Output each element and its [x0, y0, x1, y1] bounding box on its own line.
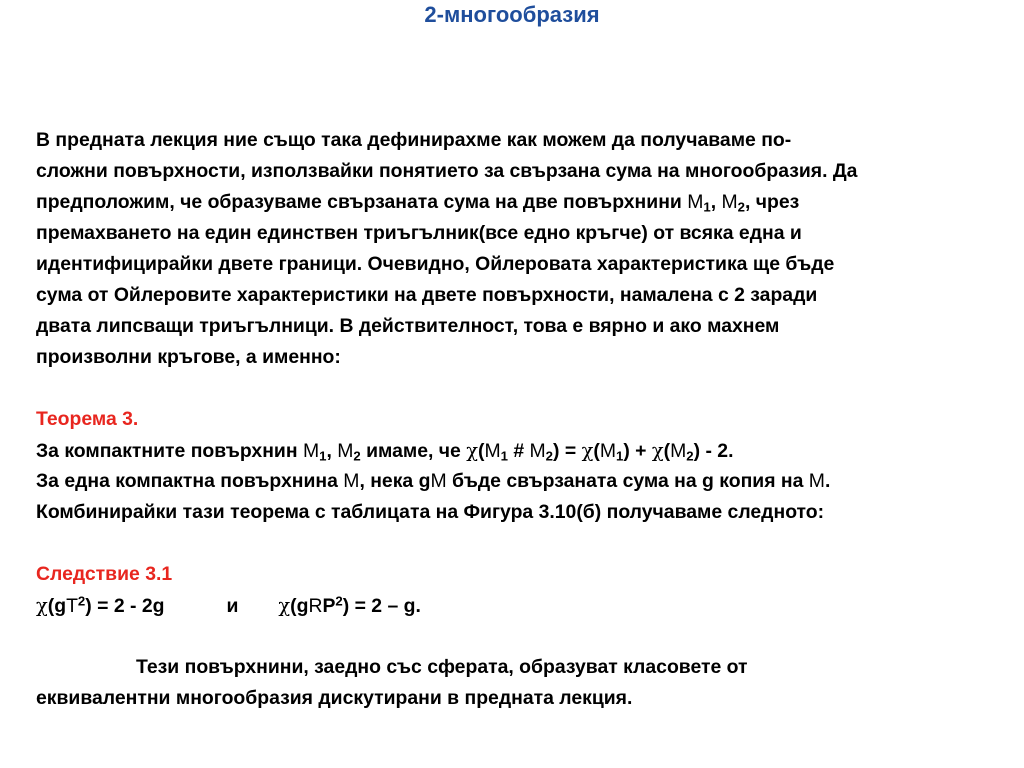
paragraph-line-7: двата липсващи триъгълници. В действителност, това е вярно и ако махнем [36, 315, 780, 337]
theorem-text: За компактните повърхнин [36, 440, 303, 462]
corollary-formula [36, 590, 996, 621]
math-text: ) [623, 440, 630, 462]
math-text: , [710, 191, 722, 213]
theorem-line-1 [36, 435, 996, 466]
formula-text: (g [290, 595, 309, 617]
chi-symbol: χ [466, 439, 478, 462]
math-subscript: 1 [319, 448, 327, 464]
formula-text: P [322, 595, 336, 617]
chi-symbol: χ [36, 594, 48, 617]
theorem-heading: Теорема 3. [36, 408, 139, 430]
chi-symbol: χ [581, 439, 594, 462]
theorem-line-2 [36, 466, 996, 497]
formula-text: (g [47, 595, 67, 617]
theorem-text: имаме, че [360, 440, 467, 462]
paragraph-line-2: сложни повърхности, използвайки понятието за свързана сума на многообразия. Да [36, 160, 858, 182]
formula-text: ) = 2 - 2g [85, 595, 165, 617]
math-text: ( [593, 440, 600, 462]
paragraph-line-5: идентифицирайки двете граници. Очевидно, Ойлеровата характеристика ще бъде [36, 253, 835, 275]
math-text: ) [693, 440, 701, 462]
math-symbol: T [66, 595, 78, 617]
closing-line-2: еквивалентни многообразия дискутирани в предната лекция. [36, 687, 633, 709]
math-text: + [629, 440, 652, 462]
formula-text: ) = 2 – g. [342, 595, 421, 617]
spacer [36, 621, 996, 652]
math-superscript: 2 [335, 593, 343, 609]
math-symbol: M [687, 191, 704, 213]
closing-text: Тези повърхнини, заедно със сферата, образуват класовете от [136, 656, 748, 678]
math-subscript: 2 [545, 448, 554, 464]
theorem-text: . [824, 470, 831, 492]
math-subscript: 2 [353, 448, 361, 464]
math-symbol: M [808, 470, 825, 492]
spacer [36, 528, 996, 559]
math-symbol: R [308, 595, 323, 617]
math-text: ) [553, 440, 560, 462]
math-subscript: 2 [686, 448, 694, 464]
slide-body [36, 125, 996, 714]
chi-symbol: χ [278, 594, 291, 617]
math-text: = [559, 440, 582, 462]
paragraph-line-8: произволни кръгове, а именно: [36, 346, 341, 368]
corollary-heading: Следствие 3.1 [36, 563, 173, 585]
math-superscript: 2 [77, 593, 86, 609]
paragraph-line-1: В предната лекция ние също така дефинирахме как можем да получаваме по- [36, 129, 792, 151]
paragraph-text: предположим, че образуваме свързаната сума на две повърхнини [36, 191, 688, 213]
math-symbol: M [343, 470, 360, 492]
closing-line-1 [36, 652, 996, 683]
math-text: ( [477, 440, 485, 462]
math-symbol: M [430, 470, 447, 492]
math-text: # [507, 440, 530, 462]
math-symbol: M [721, 191, 738, 213]
math-text: , [326, 440, 338, 462]
conjunction-text: и [226, 595, 239, 617]
math-symbol: M [484, 440, 501, 462]
theorem-text: За една компактна повърхнина [36, 470, 344, 492]
paragraph-line-4: премахването на един единствен триъгълник(все едно кръгче) от всяка една и [36, 222, 802, 244]
math-symbol: M [302, 440, 320, 462]
math-symbol: M [670, 440, 687, 462]
theorem-line-3: Комбинирайки тази теорема с таблицата на Фигура 3.10(б) получаваме следното: [36, 501, 825, 523]
theorem-text: - 2. [700, 440, 734, 462]
spacer [36, 373, 996, 404]
math-subscript: 2 [737, 199, 745, 215]
slide-title: 2-многообразия [424, 2, 600, 27]
paragraph-line-6: сума от Ойлеровите характеристики на двете повърхности, намалена с 2 заради [36, 284, 818, 306]
chi-symbol: χ [651, 439, 664, 462]
theorem-text: , нека g [359, 470, 431, 492]
math-text: ( [663, 440, 671, 462]
math-symbol: M [529, 440, 546, 462]
paragraph-line-3 [36, 187, 996, 218]
math-symbol: M [599, 440, 616, 462]
theorem-text: бъде свързаната сума на g копия на [446, 470, 809, 492]
math-symbol: M [337, 440, 354, 462]
paragraph-text: , чрез [745, 191, 800, 213]
math-subscript: 1 [615, 448, 624, 464]
math-subscript: 1 [500, 448, 508, 464]
math-subscript: 1 [703, 199, 711, 215]
